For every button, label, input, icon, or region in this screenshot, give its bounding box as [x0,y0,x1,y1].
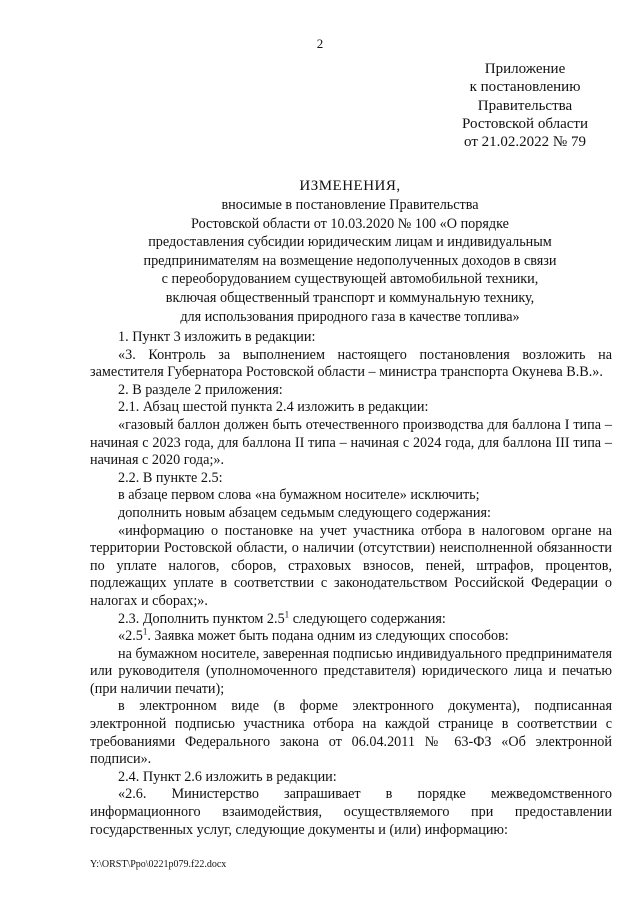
paragraph-text: . Заявка может быть подана одним из следующих способов: [147,628,509,645]
paragraph-text: следующего содержания: [289,610,446,627]
superscript: 1 [284,608,290,619]
paragraph: 2.2. В пункте 2.5: [118,469,223,486]
paragraph: «газовый баллон должен быть отечественного производства для баллона I типа – начиная с 2023 года, для баллона II типа – начиная с 2024 года, для баллона III типа – начиная с 2020 года;». [90,416,612,469]
document-subtitle [118,196,582,326]
document-title: ИЗМЕНЕНИЯ, [299,178,401,194]
paragraph: 2.4. Пункт 2.6 изложить в редакции: [118,768,337,785]
subtitle-line: с переоборудованием существующей автомобильной техники, [161,271,539,288]
document-body [90,329,612,839]
paragraph: дополнить новым абзацем седьмым следующего содержания: [118,504,491,521]
subtitle-line: вносимые в постановление Правительства [221,197,479,213]
file-path-footer: Y:\ORST\Ppo\0221p079.f22.docx [90,859,227,870]
paragraph: «3. Контроль за выполнением настоящего постановления возложить на заместителя Губернатора Ростовской области – министра транспорта Окунева В.В.». [90,346,612,381]
page-number: 2 [316,36,324,51]
appendix-line: Правительства [477,97,573,114]
paragraph: 2.1. Абзац шестой пункта 2.4 изложить в редакции: [118,399,429,416]
superscript: 1 [142,626,148,637]
subtitle-line: предоставления субсидии юридическим лицам и индивидуальным [148,234,552,251]
paragraph-text: 2.3. Дополнить пунктом 2.5 [118,610,285,627]
subtitle-line: предпринимателям на возмещение недополученных доходов в связи [143,252,557,269]
paragraph: 2. В разделе 2 приложения: [118,381,283,398]
appendix-line: от 21.02.2022 № 79 [464,134,586,151]
paragraph: в абзаце первом слова «на бумажном носителе» исключить; [118,487,480,504]
paragraph: «информацию о постановке на учет участника отбора в налоговом органе на территории Ростовской области, о наличии (отсутствии) неисполненной обязанности по уплате налогов, сборов, страховых взносов, пеней, штрафов, процентов, подлежащих уплате в соответствии с законодательством Российской Федерации о налогах и сборах;». [90,522,612,609]
paragraph: 1. Пункт 3 изложить в редакции: [118,329,316,345]
subtitle-line: Ростовской области от 10.03.2020 № 100 «О порядке [191,215,509,232]
paragraph [90,608,612,629]
subtitle-line: включая общественный транспорт и коммунальную технику, [165,289,535,306]
paragraph [90,628,612,646]
appendix-line: Приложение [484,61,566,77]
paragraph-text: «2.5 [118,628,143,645]
paragraph: «2.6. Министерство запрашивает в порядке межведомственного информационного взаимодействия, осуществляемого при предоставлении государственных услуг, следующие документы и (или) информацию: [90,786,612,838]
appendix-line: к постановлению [469,79,581,96]
appendix-header [452,60,598,151]
paragraph: в электронном виде (в форме электронного документа), подписанная электронной подписью участника отбора на каждой странице в соответствии с требованиями Федерального закона от 06.04.2011 № 63-ФЗ «Об электронной подписи». [90,698,612,768]
subtitle-line: для использования природного газа в качестве топлива» [180,308,520,325]
appendix-line: Ростовской области [462,115,588,132]
paragraph: на бумажном носителе, заверенная подписью индивидуального предпринимателя или руководителя (уполномоченного представителя) юридического лица и печатью (при наличии печати); [90,645,612,697]
